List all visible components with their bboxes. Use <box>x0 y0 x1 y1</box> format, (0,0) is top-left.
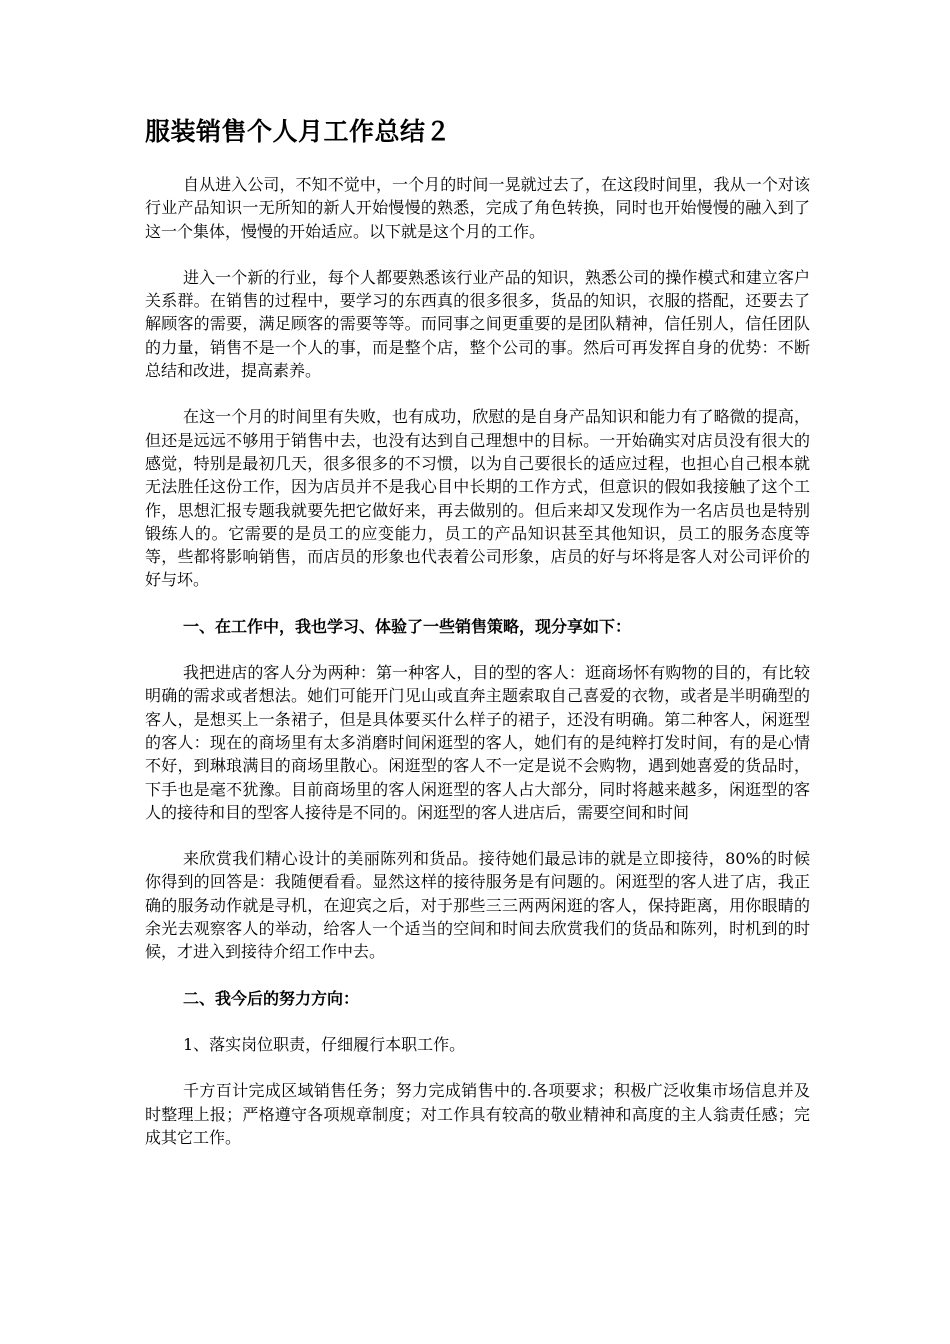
paragraph-service-approach: 来欣赏我们精心设计的美丽陈列和货品。接待她们最忌讳的就是立即接待，80%的时候你得到的回答是：我随便看看。显然这样的接待服务是有问题的。闲逛型的客人进了店，我正确的服务动作就是寻机，在迎宾之后，对于那些三三两两闲逛的客人，保持距离，用你眼睛的余光去观察客人的举动，给客人一个适当的空间和时间去欣赏我们的货品和陈列，时机到的时候，才进入到接待介绍工作中去。 <box>145 849 810 962</box>
paragraph-sales-tasks: 千方百计完成区域销售任务；努力完成销售中的.各项要求；积极广泛收集市场信息并及时整理上报；严格遵守各项规章制度；对工作具有较高的敬业精神和高度的主人翁责任感；完成其它工作。 <box>145 1081 810 1147</box>
paragraph-reflection: 在这一个月的时间里有失败，也有成功，欣慰的是自身产品知识和能力有了略微的提高，但还是远远不够用于销售中去，也没有达到自己理想中的目标。一开始确实对店员没有很大的感觉，特别是最初几天，很多很多的不习惯，以为自己要很长的适应过程，也担心自己根本就无法胜任这份工作，因为店员并不是我心目中长期的工作方式，但意识的假如我接触了这个工作，思想汇报专题我就要先把它做好来，再去做别的。但后来却又发现作为一名店员也是特别锻练人的。它需要的是员工的应变能力，员工的产品知识甚至其他知识，员工的服务态度等等，些都将影响销售，而店员的形象也代表着公司形象，店员的好与坏将是客人对公司评价的好与坏。 <box>145 407 810 590</box>
paragraph-industry-knowledge: 进入一个新的行业，每个人都要熟悉该行业产品的知识，熟悉公司的操作模式和建立客户关系群。在销售的过程中，要学习的东西真的很多很多，货品的知识，衣服的搭配，还要去了解顾客的需要，满足顾客的需要等等。而同事之间更重要的是团队精神，信任别人，信任团队的力量，销售不是一个人的事，而是整个店，整个公司的事。然后可再发挥自身的优势：不断总结和改进，提高素养。 <box>145 267 810 381</box>
document-page <box>145 112 810 1172</box>
paragraph-customer-types: 我把进店的客人分为两种：第一种客人，目的型的客人：逛商场怀有购物的目的，有比较明确的需求或者想法。她们可能开门见山或直奔主题索取自己喜爱的衣物，或者是半明确型的客人，是想买上一条裙子，但是具体要买什么样子的裙子，还没有明确。第二种客人，闲逛型的客人：现在的商场里有太多消磨时间闲逛型的客人，她们有的是纯粹打发时间，有的是心情不好，到琳琅满目的商场里散心。闲逛型的客人不一定是说不会购物，遇到她喜爱的货品时，下手也是毫不犹豫。目前商场里的客人闲逛型的客人占大部分，同时将越来越多，闲逛型的客人的接待和目的型客人接待是不同的。闲逛型的客人进店后，需要空间和时间 <box>145 663 810 822</box>
paragraph-intro: 自从进入公司，不知不觉中，一个月的时间一晃就过去了，在这段时间里，我从一个对该行业产品知识一无所知的新人开始慢慢的熟悉，完成了角色转换，同时也开始慢慢的融入到了这一个集体，慢慢的开始适应。以下就是这个月的工作。 <box>145 175 810 241</box>
section-heading-future-direction: 二、我今后的努力方向： <box>183 988 360 1008</box>
list-item-duties: 1、落实岗位职责，仔细履行本职工作。 <box>183 1034 466 1054</box>
document-title: 服装销售个人月工作总结２ <box>145 117 452 146</box>
section-heading-sales-strategy: 一、在工作中，我也学习、体验了一些销售策略，现分享如下： <box>183 616 632 636</box>
